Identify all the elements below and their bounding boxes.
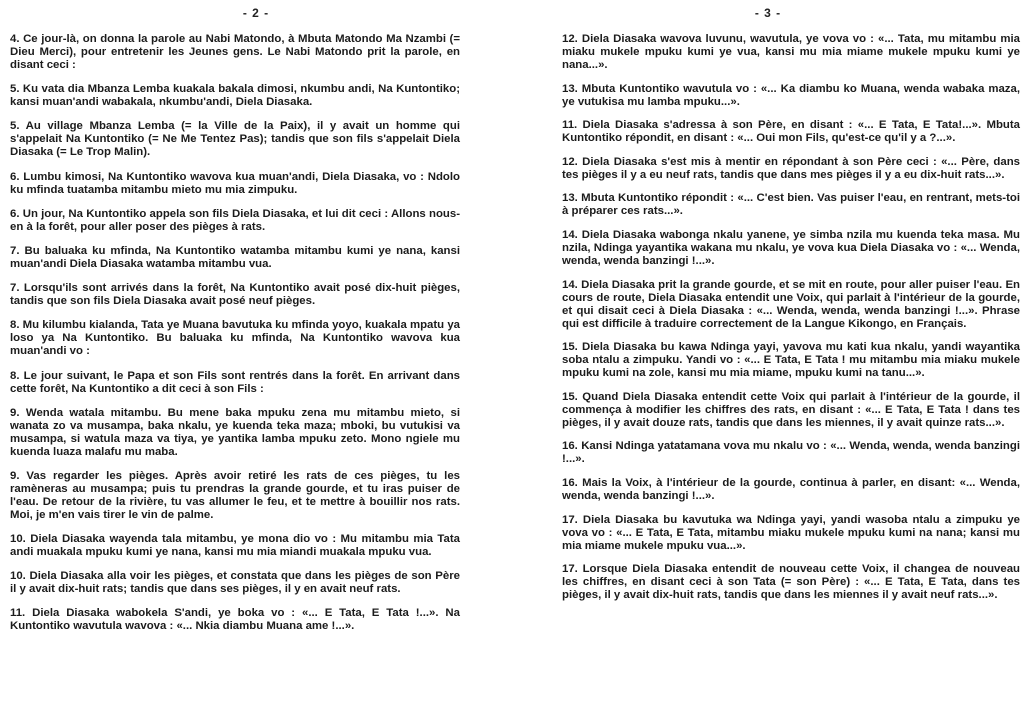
paragraph: 14. Diela Diasaka wabonga nkalu yanene, ye simba nzila mu kuenda teka masa. Mu nzila, Ndinga yayantika wakana mu nkalu, ye vova kua Diela Diasaka vo : «... Wenda, wenda, wenda banzingi !...». (562, 228, 1020, 267)
paragraph: 17. Lorsque Diela Diasaka entendit de nouveau cette Voix, il changea de nouveau les chiffres, en disant ceci à son Tata (= son Père) : «... E Tata, E Tata, dans tes pièges, il y avait dix-huit rats, tandis que dans les miennes il y avait neuf rats...». (562, 563, 1020, 602)
paragraph: 6. Un jour, Na Kuntontiko appela son fils Diela Diasaka, et lui dit ceci : Allons nous-en à la forêt, pour aller poser des pièges à rats. (10, 207, 460, 233)
paragraph: 15. Quand Diela Diasaka entendit cette Voix qui parlait à l'intérieur de la gourde, il commença à modifier les chiffres des rats, en disant : «... E Tata, E Tata ! dans tes pièges, il y avait douze rats, tandis que dans les miennes, il y avait quinze rats...». (562, 390, 1020, 429)
paragraph: 11. Diela Diasaka s'adressa à son Père, en disant : «... E Tata, E Tata!...». Mbuta Kuntontiko répondit, en disant : «... Oui mon Fils, qu'est-ce qu'il y a ?...». (562, 119, 1020, 145)
paragraph: 13. Mbuta Kuntontiko wavutula vo : «... Ka diambu ko Muana, wenda wabaka maza, ye vutukisa mu lamba mpuku...». (562, 82, 1020, 108)
left-page-text-column (10, 33, 460, 645)
paragraph: 12. Diela Diasaka wavova luvunu, wavutula, ye vova vo : «... Tata, mu mitambu mia miaku mukele mpuku kumi ye vua, kansi mu mia miame mukele mpuku kumi ye nana...». (562, 33, 1020, 71)
paragraph: 5. Ku vata dia Mbanza Lemba kuakala bakala dimosi, nkumbu andi, Na Kuntontiko; kansi muan'andi wabakala, nkumbu'andi, Diela Diasaka. (10, 83, 460, 109)
paragraph: 4. Ce jour-là, on donna la parole au Nabi Matondo, à Mbuta Matondo Ma Nzambi (= Dieu Merci), pour entretenir les Jeunes gens. Le Nabi Matondo prit la parole, en disant ceci : (10, 33, 460, 71)
right-page (512, 0, 1024, 724)
paragraph: 7. Lorsqu'ils sont arrivés dans la forêt, Na Kuntontiko avait posé dix-huit pièges, tandis que son fils Diela Diasaka avait posé neuf pièges. (10, 282, 460, 308)
paragraph: 12. Diela Diasaka s'est mis à mentir en répondant à son Père ceci : «... Père, dans tes pièges il y a eu neuf rats, tandis que dans mes pièges il y a eu dix-huit rats...». (562, 155, 1020, 181)
paragraph: 14. Diela Diasaka prit la grande gourde, et se mit en route, pour aller puiser l'eau. En cours de route, Diela Diasaka entendit une Voix, qui parlait à l'intérieur de la gourde, et qui disait ceci à Diela Diasaka : «... Wenda, wenda, wenda banzingi !...». Phrase qui est difficile à traduire correctement de la Langue Kikongo, en Français. (562, 278, 1020, 330)
page-number: - 3 - (754, 6, 782, 20)
right-page-text-column (562, 33, 1020, 613)
paragraph: 17. Diela Diasaka bu kavutuka wa Ndinga yayi, yandi wasoba ntalu a zimpuku ye vova vo : «... E Tata, E Tata, mitambu miaku mukele mpuku kumi na nana; kansi mu mia miame mukele mpuku vua...». (562, 513, 1020, 552)
paragraph: 11. Diela Diasaka wabokela S'andi, ye boka vo : «... E Tata, E Tata !...». Na Kuntontiko wavutula wavova : «... Nkia diambu Muana ame !...». (10, 607, 460, 633)
paragraph: 8. Mu kilumbu kialanda, Tata ye Muana bavutuka ku mfinda yoyo, kuakala mpatu ya loso ya Na Kuntontiko. Bu baluaka ku mfinda, Na Kuntontiko wavova kua muan'andi vo : (10, 319, 460, 358)
paragraph: 7. Bu baluaka ku mfinda, Na Kuntontiko watamba mitambu kumi ye nana, kansi muan'andi Diela Diasaka watamba mitambu vua. (10, 244, 460, 270)
paragraph: 15. Diela Diasaka bu kawa Ndinga yayi, yavova mu kati kua nkalu, yandi wayantika soba ntalu a zimpuku. Yandi vo : «... E Tata, E Tata ! mu mitambu mia miaku mukele mpuku kumi na zole, kansi mu mia miame, mpuku kumi na tanu...». (562, 341, 1020, 380)
page-number: - 2 - (242, 6, 270, 20)
paragraph: 10. Diela Diasaka wayenda tala mitambu, ye mona dio vo : Mu mitambu mia Tata andi muakala mpuku kumi ye nana, kansi mu mia miandi muakala mpuku vua. (10, 533, 460, 559)
paragraph: 6. Lumbu kimosi, Na Kuntontiko wavova kua muan'andi, Diela Diasaka, vo : Ndolo ku mfinda tuatamba mitambu mieto mu mia zimpuku. (10, 170, 460, 196)
paragraph: 16. Kansi Ndinga yatatamana vova mu nkalu vo : «... Wenda, wenda, wenda banzingi !...». (562, 440, 1020, 466)
paragraph: 13. Mbuta Kuntontiko répondit : «... C'est bien. Vas puiser l'eau, en rentrant, mets-toi à préparer ces rats...». (562, 192, 1020, 218)
paragraph: 9. Wenda watala mitambu. Bu mene baka mpuku zena mu mitambu mieto, si wanata zo va musampa, baka nkalu, ye kuenda teka maza; mboki, bu vutukisi va musampa, si watula maza va tiya, ye yantika lamba mpuku zeto. Mono ngiele mu kuenda luaza malafu mu maba. (10, 406, 460, 458)
paragraph: 9. Vas regarder les pièges. Après avoir retiré les rats de ces pièges, tu les ramèneras au musampa; puis tu prendras la grande gourde, et tu iras puiser de l'eau. De retour de la rivière, tu vas allumer le feu, et te mettre à bouillir nos rats. Moi, je m'en vais tirer le vin de palme. (10, 469, 460, 521)
paragraph: 10. Diela Diasaka alla voir les pièges, et constata que dans les pièges de son Père il y avait dix-huit rats; tandis que dans ses pièges, il y en avait neuf rats. (10, 570, 460, 596)
paragraph: 16. Mais la Voix, à l'intérieur de la gourde, continua à parler, en disant: «... Wenda, wenda, wenda banzingi !...». (562, 476, 1020, 502)
paragraph: 5. Au village Mbanza Lemba (= la Ville de la Paix), il y avait un homme qui s'appelait Na Kuntontiko (= Ne Me Tentez Pas); tandis que son fils s'appelait Diela Diasaka (= Le Trop Malin). (10, 120, 460, 159)
paragraph: 8. Le jour suivant, le Papa et son Fils sont rentrés dans la forêt. En arrivant dans cette forêt, Na Kuntontiko a dit ceci à son Fils : (10, 369, 460, 395)
